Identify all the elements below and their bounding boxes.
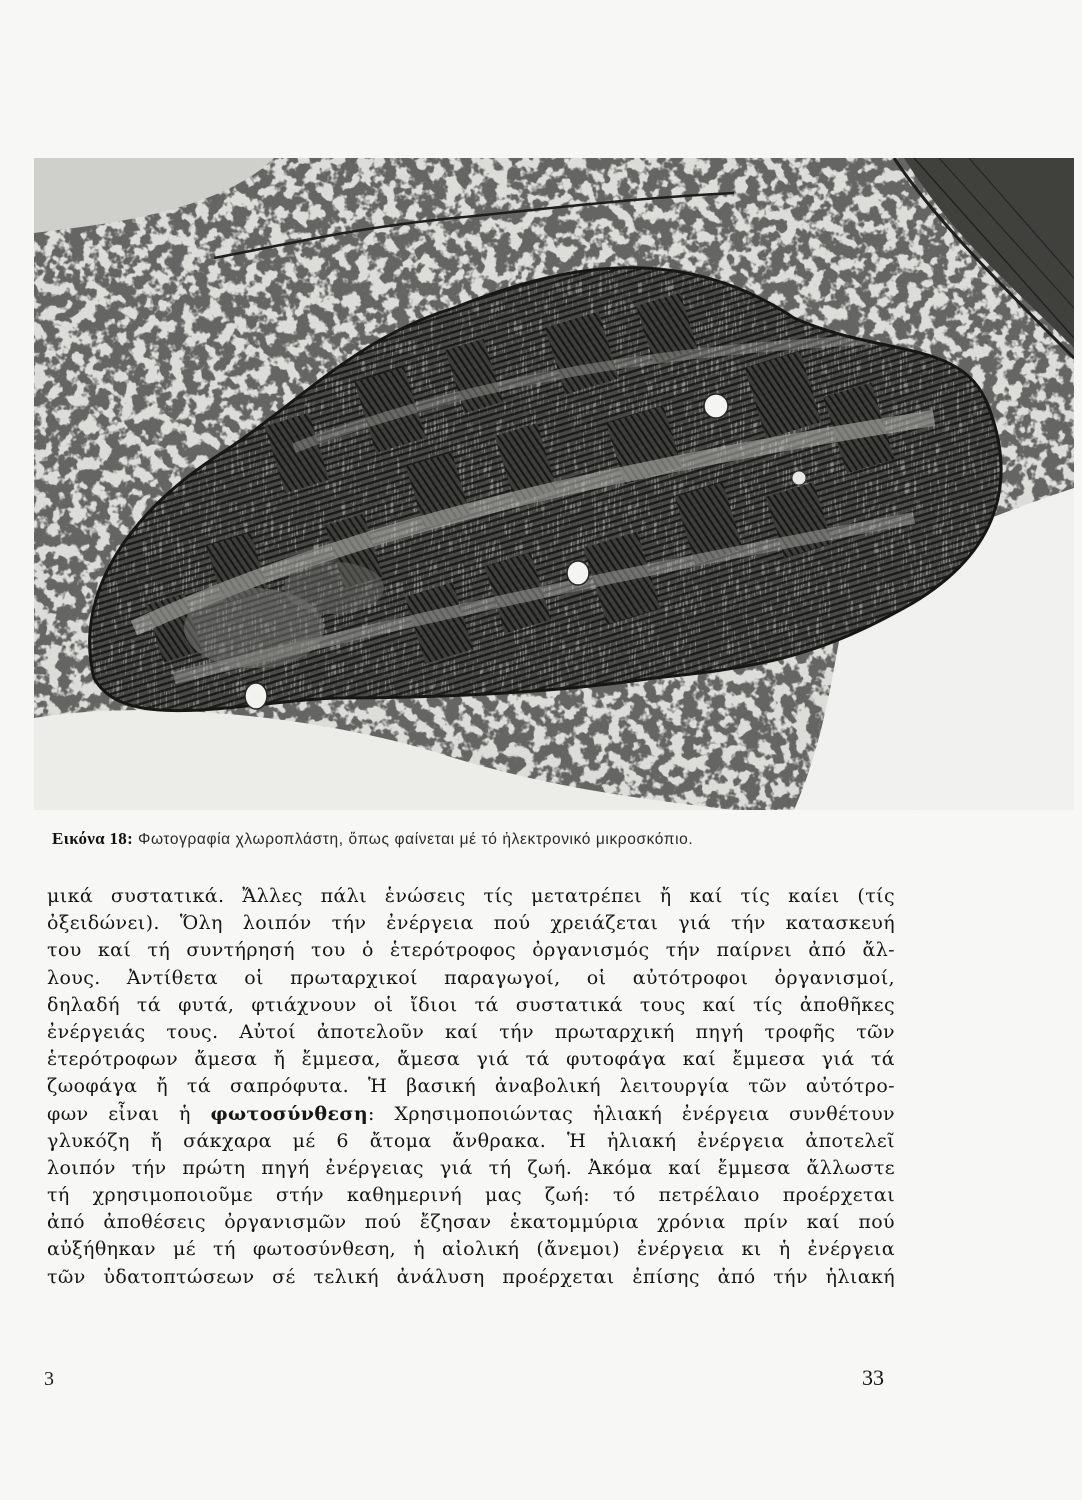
text-line: τῶν ὑδατοπτώσεων σέ τελική ἀνάλυση προέρχεται ἐπίσης ἀπό τήν ἡλιακή <box>47 1265 895 1288</box>
text-line-with-bold <box>47 1101 895 1128</box>
text-line: μικά συστατικά. Ἄλλες πάλι ἑνώσεις τίς μετατρέπει ἤ καί τίς καίει (τίς <box>47 885 895 907</box>
figure-caption-label: Εικόνα 18: <box>52 829 134 848</box>
text-line: λοιπόν τήν πρώτη πηγή ἐνέργειας γιά τή ζωή. Ἀκόμα καί ἔμμεσα ἄλλωστε <box>47 1156 895 1179</box>
figure-caption <box>52 829 932 849</box>
line-segment: φων εἶναι ἡ <box>47 1102 211 1125</box>
text-line: ὀξειδώνει). Ὅλη λοιπόν τήν ἐνέργεια πού χρειάζεται γιά τήν κατασκευή <box>47 912 895 935</box>
micrograph-image <box>34 158 1074 810</box>
chloroplast-micrograph <box>34 158 1074 810</box>
text-line: τή χρησιμοποιοῦμε στήν καθημερινή μας ζωή: τό πετρέλαιο προέρχεται <box>47 1184 895 1207</box>
text-line: αὐξήθηκαν μέ τή φωτοσύνθεση, ἡ αἰολική (ἄνεμοι) ἐνέργεια κι ἡ ἐνέργεια <box>47 1238 895 1261</box>
line-segment: : Χρησιμοποιώντας ἡλιακή ἐνέργεια συνθέτουν <box>368 1102 895 1125</box>
page-number: 33 <box>862 1365 884 1390</box>
signature-mark: 3 <box>44 1368 54 1390</box>
text-line: ἐνέργειάς τους. Αὐτοί ἀποτελοῦν καί τήν πρωταρχική πηγή τροφῆς τῶν <box>47 1020 895 1043</box>
text-line: ἀπό ἀποθέσεις ὀργανισμῶν πού ἔζησαν ἑκατομμύρια χρόνια πρίν καί πού <box>47 1211 895 1234</box>
figure-caption-text: Φωτογραφία χλωροπλάστη, ὅπως φαίνεται μέ τό ἠλεκτρονικό μικροσκόπιο. <box>137 831 694 848</box>
text-line: γλυκόζη ἤ σάκχαρα μέ 6 ἄτομα ἄνθρακα. Ἡ ἡλιακή ἐνέργεια ἀποτελεῖ <box>47 1129 895 1152</box>
body-paragraph <box>47 883 895 1291</box>
bold-term-photosynthesis: φωτοσύνθεση <box>210 1102 369 1125</box>
text-line: δηλαδή τά φυτά, φτιάχνουν οἱ ἴδιοι τά συστατικά τους καί τίς ἀποθῆκες <box>47 993 895 1016</box>
text-line: ζωοφάγα ἤ τά σαπρόφυτα. Ἡ βασική ἀναβολική λειτουργία τῶν αὐτότρο- <box>47 1075 895 1098</box>
text-line: λους. Ἀντίθετα οἱ πρωταρχικοί παραγωγοί, οἱ αὐτότροφοι ὀργανισμοί, <box>47 966 895 989</box>
text-line: ἑτερότροφων ἄμεσα ἤ ἔμμεσα, ἄμεσα γιά τά φυτοφάγα καί ἔμμεσα γιά τά <box>47 1048 895 1071</box>
text-line: του καί τή συντήρησή του ὁ ἑτερότροφος ὀργανισμός τήν παίρνει ἀπό ἄλ- <box>47 939 895 962</box>
